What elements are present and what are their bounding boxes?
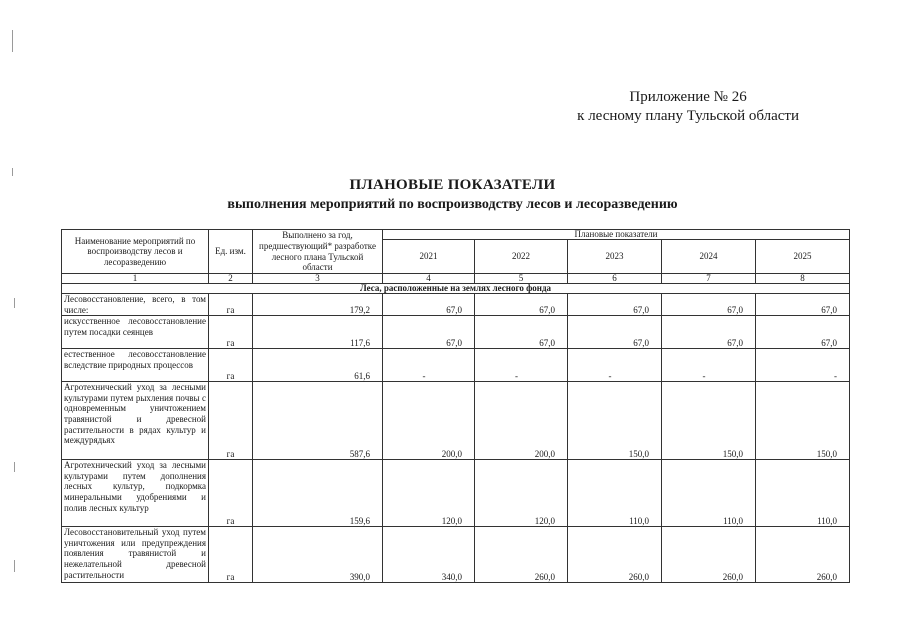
row-value: 260,0 bbox=[662, 527, 756, 583]
header-done: Выполнено за год, предшествующий* разработке лесного плана Тульской области bbox=[253, 230, 383, 274]
row-value: 200,0 bbox=[475, 382, 568, 460]
row-value: 67,0 bbox=[662, 316, 756, 349]
row-value: 120,0 bbox=[475, 460, 568, 527]
row-unit: га bbox=[209, 294, 253, 316]
row-value: - bbox=[662, 349, 756, 382]
row-value: 110,0 bbox=[568, 460, 662, 527]
appendix-number: Приложение № 26 bbox=[629, 89, 747, 105]
column-number-row bbox=[62, 274, 850, 284]
row-value: 67,0 bbox=[475, 316, 568, 349]
row-value: 67,0 bbox=[756, 316, 850, 349]
header-year: 2024 bbox=[662, 240, 756, 274]
row-unit: га bbox=[209, 349, 253, 382]
row-value: 150,0 bbox=[568, 382, 662, 460]
scan-artifact bbox=[12, 30, 13, 52]
appendix-caption bbox=[577, 88, 799, 126]
row-unit: га bbox=[209, 316, 253, 349]
row-value: - bbox=[756, 349, 850, 382]
header-unit: Ед. изм. bbox=[209, 230, 253, 274]
indicators-table bbox=[61, 229, 850, 583]
column-number: 2 bbox=[209, 274, 253, 284]
table-row bbox=[62, 460, 850, 527]
table-row bbox=[62, 349, 850, 382]
scan-artifact bbox=[14, 560, 15, 572]
row-value: 260,0 bbox=[475, 527, 568, 583]
table-row bbox=[62, 527, 850, 583]
column-number: 7 bbox=[662, 274, 756, 284]
row-value: - bbox=[383, 349, 475, 382]
row-done: 61,6 bbox=[253, 349, 383, 382]
document-title: ПЛАНОВЫЕ ПОКАЗАТЕЛИ bbox=[349, 177, 556, 193]
row-value: 67,0 bbox=[383, 294, 475, 316]
header-name: Наименование мероприятий по воспроизводству лесов и лесоразведению bbox=[62, 230, 209, 274]
row-value: 110,0 bbox=[662, 460, 756, 527]
header-year: 2022 bbox=[475, 240, 568, 274]
row-value: 150,0 bbox=[662, 382, 756, 460]
row-value: 340,0 bbox=[383, 527, 475, 583]
row-name: естественное лесовосстановление вследствие природных процессов bbox=[62, 349, 209, 382]
column-number: 5 bbox=[475, 274, 568, 284]
header-row bbox=[62, 230, 850, 240]
row-value: 67,0 bbox=[756, 294, 850, 316]
row-value: 67,0 bbox=[662, 294, 756, 316]
scan-artifact bbox=[12, 168, 13, 176]
row-value: 150,0 bbox=[756, 382, 850, 460]
section-row bbox=[62, 284, 850, 294]
header-year: 2023 bbox=[568, 240, 662, 274]
row-value: 67,0 bbox=[383, 316, 475, 349]
column-number: 8 bbox=[756, 274, 850, 284]
row-name: Лесовосстановление, всего, в том числе: bbox=[62, 294, 209, 316]
document-heading bbox=[0, 176, 905, 214]
row-value: 110,0 bbox=[756, 460, 850, 527]
header-year: 2025 bbox=[756, 240, 850, 274]
row-value: 67,0 bbox=[568, 294, 662, 316]
row-unit: га bbox=[209, 527, 253, 583]
row-done: 159,6 bbox=[253, 460, 383, 527]
row-unit: га bbox=[209, 460, 253, 527]
table-row bbox=[62, 294, 850, 316]
column-number: 3 bbox=[253, 274, 383, 284]
row-unit: га bbox=[209, 382, 253, 460]
row-value: - bbox=[475, 349, 568, 382]
scan-artifact bbox=[14, 462, 15, 472]
row-done: 179,2 bbox=[253, 294, 383, 316]
row-name: Лесовосстановительный уход путем уничтожения или предупреждения появления травянистой и нежелательной древесной растительности bbox=[62, 527, 209, 583]
header-year: 2021 bbox=[383, 240, 475, 274]
table-row bbox=[62, 382, 850, 460]
row-value: - bbox=[568, 349, 662, 382]
row-value: 260,0 bbox=[568, 527, 662, 583]
row-value: 67,0 bbox=[568, 316, 662, 349]
column-number: 4 bbox=[383, 274, 475, 284]
section-title: Леса, расположенные на землях лесного фонда bbox=[62, 284, 850, 294]
column-number: 6 bbox=[568, 274, 662, 284]
row-name: искусственное лесовосстановление путем посадки сеянцев bbox=[62, 316, 209, 349]
row-value: 260,0 bbox=[756, 527, 850, 583]
document-subtitle: выполнения мероприятий по воспроизводству лесов и лесоразведению bbox=[227, 197, 678, 212]
row-value: 200,0 bbox=[383, 382, 475, 460]
scan-artifact bbox=[14, 298, 15, 308]
row-name: Агротехнический уход за лесными культурами путем дополнения лесных культур, подкормка минеральными удобрениями и полив лесных культур bbox=[62, 460, 209, 527]
header-planned: Плановые показатели bbox=[383, 230, 850, 240]
column-number: 1 bbox=[62, 274, 209, 284]
row-done: 390,0 bbox=[253, 527, 383, 583]
row-name: Агротехнический уход за лесными культурами путем рыхления почвы с одновременным уничтожением травянистой и древесной растительности в рядах культур и междурядьях bbox=[62, 382, 209, 460]
table-row bbox=[62, 316, 850, 349]
row-done: 117,6 bbox=[253, 316, 383, 349]
row-value: 120,0 bbox=[383, 460, 475, 527]
row-value: 67,0 bbox=[475, 294, 568, 316]
appendix-reference: к лесному плану Тульской области bbox=[577, 108, 799, 124]
row-done: 587,6 bbox=[253, 382, 383, 460]
